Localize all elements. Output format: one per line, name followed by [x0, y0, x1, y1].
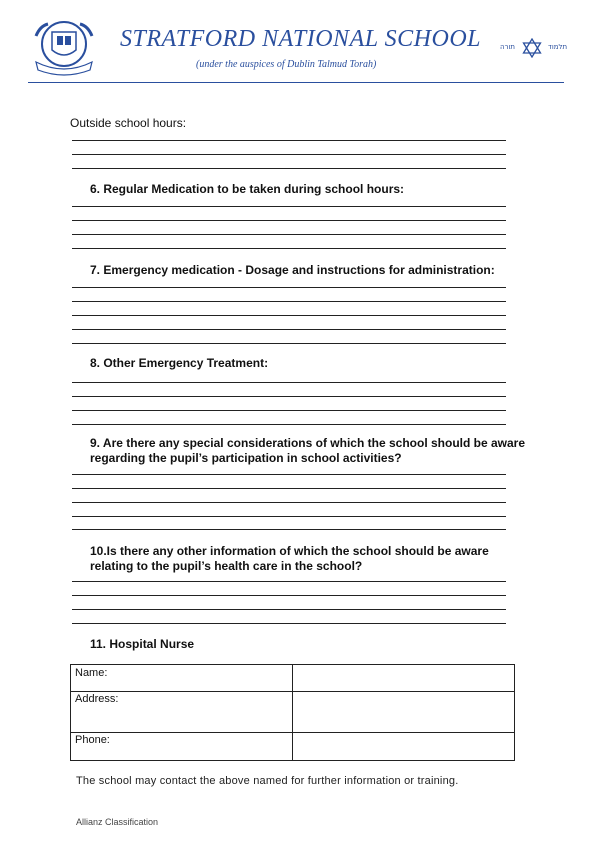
question-10-label: 10.Is there any other information of which the school should be aware relating to the pupil’s health care in the school?: [90, 544, 489, 573]
classification-label: Allianz Classification: [76, 817, 159, 827]
answer-line[interactable]: [72, 154, 506, 155]
answer-line[interactable]: [72, 220, 506, 221]
answer-line[interactable]: [72, 396, 506, 397]
star-of-david-icon: [522, 38, 542, 58]
answer-line[interactable]: [72, 168, 506, 169]
hebrew-text-left: תורה: [500, 43, 516, 51]
answer-line[interactable]: [72, 382, 506, 383]
answer-line[interactable]: [72, 301, 506, 302]
outside-hours-label: Outside school hours:: [70, 116, 187, 130]
answer-line[interactable]: [72, 206, 506, 207]
answer-line[interactable]: [72, 343, 506, 344]
answer-line[interactable]: [72, 287, 506, 288]
nurse-phone-label: Phone:: [75, 734, 110, 746]
contact-note: The school may contact the above named for further information or training.: [76, 775, 459, 787]
table-row-divider: [71, 691, 514, 692]
answer-line[interactable]: [72, 410, 506, 411]
question-11-label: 11. Hospital Nurse: [90, 637, 195, 651]
answer-line[interactable]: [72, 581, 506, 582]
nurse-address-label: Address:: [75, 693, 119, 705]
question-9-label: 9. Are there any special considerations of which the school should be aware regarding the pupil’s participation in school activities?: [90, 436, 526, 465]
table-row-divider: [71, 732, 514, 733]
answer-line[interactable]: [72, 424, 506, 425]
question-8-label: 8. Other Emergency Treatment:: [90, 356, 269, 370]
answer-line[interactable]: [72, 474, 506, 475]
question-6-label: 6. Regular Medication to be taken during school hours:: [90, 182, 405, 196]
answer-line[interactable]: [72, 529, 506, 530]
answer-line[interactable]: [72, 609, 506, 610]
answer-line[interactable]: [72, 595, 506, 596]
answer-line[interactable]: [72, 140, 506, 141]
letterhead: [0, 0, 601, 90]
hebrew-text-right: תלמוד: [548, 43, 568, 51]
answer-line[interactable]: [72, 623, 506, 624]
answer-line[interactable]: [72, 516, 506, 517]
answer-line[interactable]: [72, 502, 506, 503]
table-column-divider: [292, 665, 293, 760]
nurse-name-label: Name:: [75, 667, 108, 679]
answer-line[interactable]: [72, 488, 506, 489]
school-crest-logo: [30, 18, 98, 76]
answer-line[interactable]: [72, 248, 506, 249]
answer-line[interactable]: [72, 329, 506, 330]
answer-line[interactable]: [72, 234, 506, 235]
school-name: STRATFORD NATIONAL SCHOOL: [120, 26, 481, 52]
header-divider: [28, 82, 564, 83]
hospital-nurse-table: [70, 664, 515, 761]
question-7-label: 7. Emergency medication - Dosage and instructions for administration:: [90, 263, 495, 277]
auspices-subtitle: (under the auspices of Dublin Talmud Torah): [196, 59, 377, 70]
answer-line[interactable]: [72, 315, 506, 316]
